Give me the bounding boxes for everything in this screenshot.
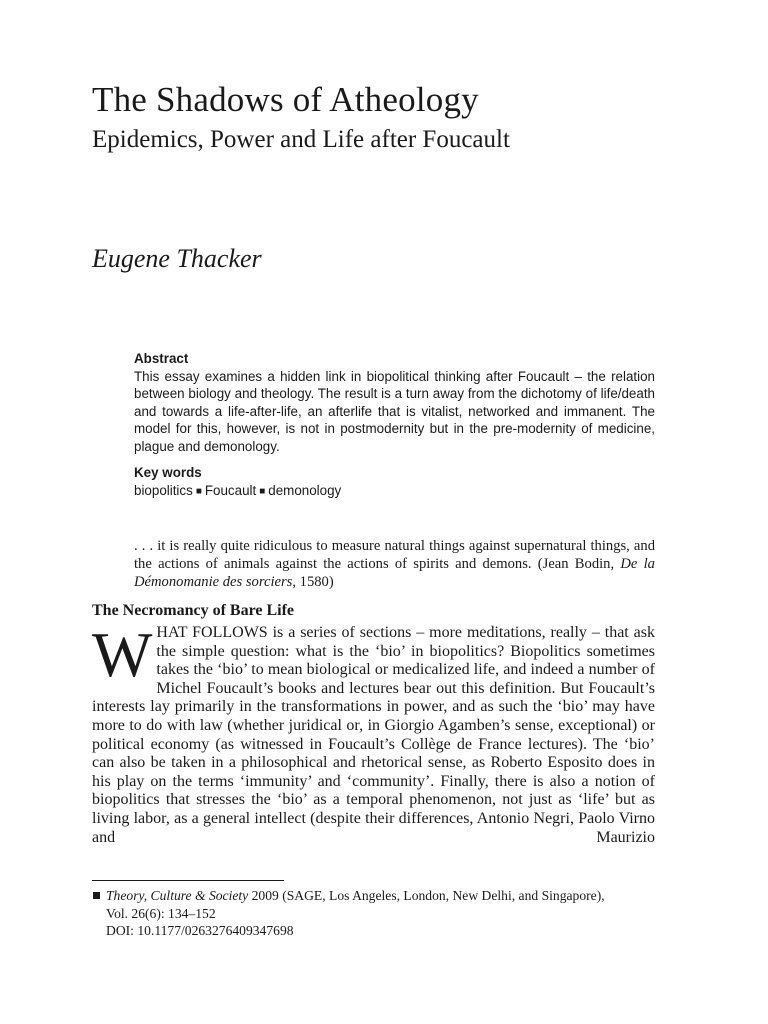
body-text: HAT FOLLOWS is a series of sections – more meditations, really – that ask the simple question: what is the ‘bio’ in biopolitics? Biopolitics sometimes takes the ‘bio’ to mean biological or medicalized life, and indeed a number of Michel Foucault’s books and lectures bear out this definition. But Foucault’s interests lay primarily in the transformations in power, and as such the ‘bio’ may have more to do with law (whether juridical or, in Giorgio Agamben’s sense, exceptional) or political economy (as witnessed in Foucault’s Collège de France lectures). The ‘bio’ can also be taken in a philosophical and rhetorical sense, as Roberto Esposito does in his play on the terms ‘immunity’ and ‘community’. Finally, there is also a notion of biopolitics that stresses the ‘bio’ as a temporal phenomenon, not just as ‘life’ but as living labor, as a general intellect (despite their differences, Antonio Negri, Paolo Virno and Maurizio bbox=[92, 624, 655, 846]
keyword-separator-icon: ■ bbox=[259, 485, 266, 497]
epigraph-source-title: De la Démonomanie des sorciers bbox=[134, 556, 655, 590]
volume-info: Vol. 26(6): 134–152 bbox=[106, 905, 216, 921]
epigraph bbox=[134, 537, 655, 591]
footnote-citation bbox=[92, 887, 662, 905]
keyword-separator-icon: ■ bbox=[195, 485, 202, 497]
footnote-rule bbox=[92, 880, 284, 881]
square-bullet-icon bbox=[93, 892, 100, 899]
keyword-item: biopolitics bbox=[134, 482, 193, 498]
publisher-info: 2009 (SAGE, Los Angeles, London, New Delhi, and Singapore), bbox=[248, 888, 605, 903]
drop-cap: W bbox=[92, 619, 153, 690]
footnote bbox=[92, 887, 662, 940]
epigraph-source-year: , 1580) bbox=[292, 574, 334, 590]
keyword-item: demonology bbox=[268, 482, 342, 498]
doi-info: DOI: 10.1177/0263276409347698 bbox=[106, 923, 294, 938]
epigraph-text: . . . it is really quite ridiculous to measure natural things against supernatural things, and the actions of animals against the actions of spirits and demons. (Jean Bodin, bbox=[134, 538, 655, 572]
journal-title: Theory, Culture & Society bbox=[106, 888, 249, 903]
article-subtitle: Epidemics, Power and Life after Foucault bbox=[92, 126, 510, 153]
body-paragraph bbox=[92, 619, 655, 847]
article-title: The Shadows of Atheology bbox=[92, 80, 479, 119]
author-name: Eugene Thacker bbox=[92, 244, 262, 273]
keywords-list bbox=[134, 482, 655, 501]
keywords-heading: Key words bbox=[134, 465, 202, 480]
section-heading: The Necromancy of Bare Life bbox=[92, 602, 295, 619]
keyword-item: Foucault bbox=[204, 482, 257, 498]
abstract-text: This essay examines a hidden link in biopolitical thinking after Foucault – the relation between biology and theology. The result is a turn away from the dichotomy of life/death and towards a life-after-life, an afterlife that is vitalist, networked and immanent. The model for this, however, is not in postmodernity but in the pre-modernity of medicine, plague and demonology. bbox=[134, 368, 655, 454]
abstract-section bbox=[134, 350, 655, 500]
abstract-heading: Abstract bbox=[134, 351, 189, 366]
